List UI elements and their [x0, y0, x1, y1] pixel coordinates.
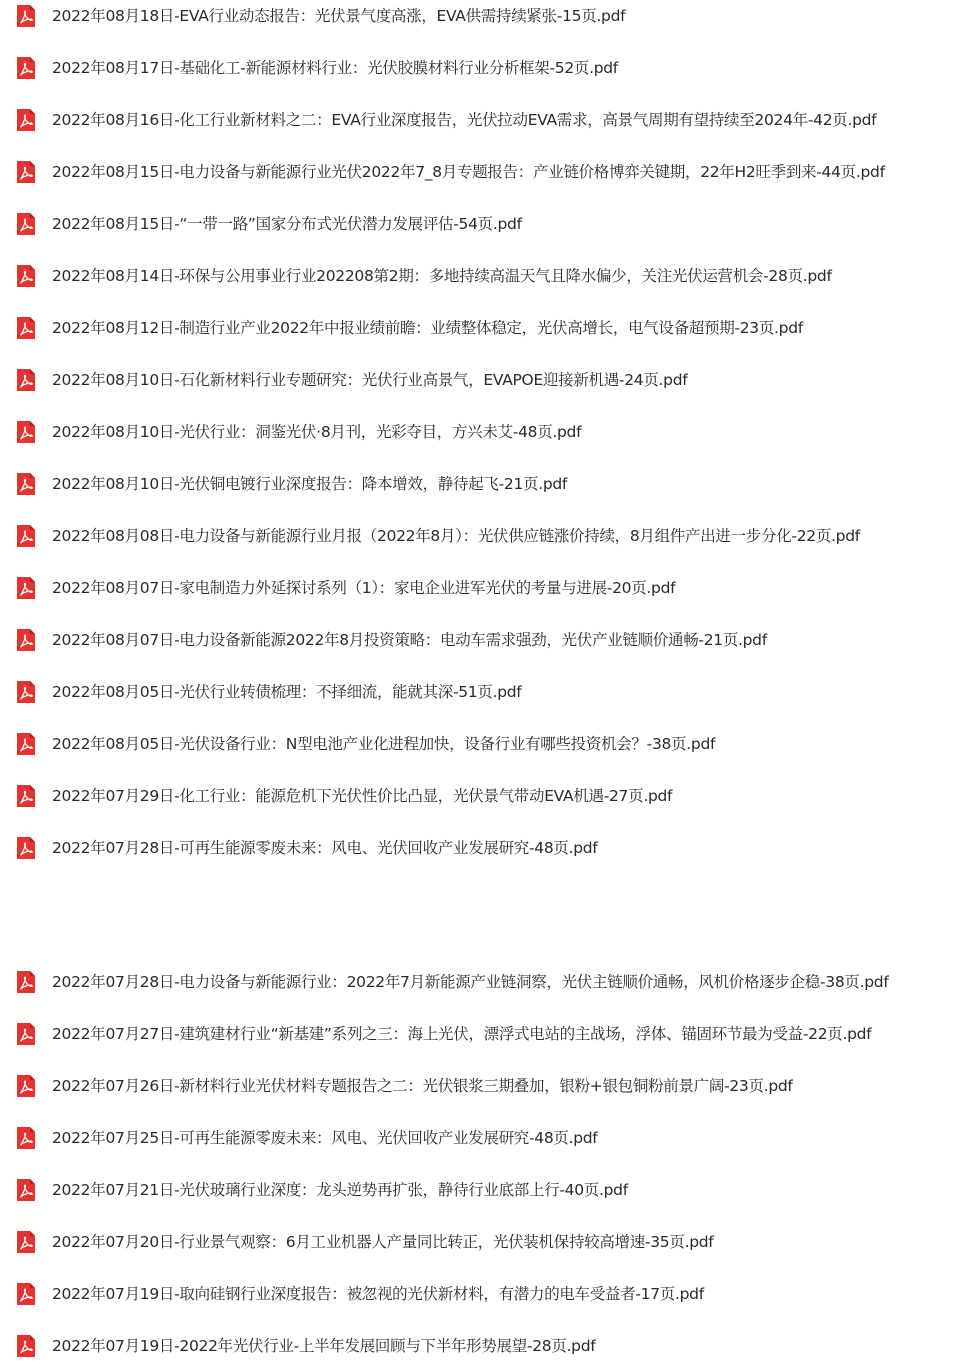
- pdf-icon: [14, 472, 38, 496]
- file-list-item[interactable]: [0, 1170, 975, 1210]
- file-list-item[interactable]: [0, 1118, 975, 1158]
- file-list-item[interactable]: [0, 360, 975, 400]
- file-name: 2022年08月10日-光伏行业：洞鉴光伏·8月刊，光彩夺目，方兴未艾-48页.pdf: [52, 423, 582, 441]
- file-list-item[interactable]: [0, 204, 975, 244]
- file-list-item[interactable]: [0, 828, 975, 868]
- file-name: 2022年07月19日-2022年光伏行业-上半年发展回顾与下半年形势展望-28页.pdf: [52, 1337, 596, 1355]
- pdf-icon: [14, 420, 38, 444]
- pdf-icon: [14, 264, 38, 288]
- pdf-icon: [14, 1074, 38, 1098]
- file-name: 2022年07月27日-建筑建材行业“新基建”系列之三：海上光伏，漂浮式电站的主战场，浮体、锚固环节最为受益-22页.pdf: [52, 1025, 872, 1043]
- file-list-item[interactable]: [0, 672, 975, 712]
- pdf-icon: [14, 4, 38, 28]
- pdf-icon: [14, 680, 38, 704]
- file-list-item[interactable]: [0, 1014, 975, 1054]
- file-name: 2022年07月19日-取向硅钢行业深度报告：被忽视的光伏新材料，有潜力的电车受益者-17页.pdf: [52, 1285, 704, 1303]
- file-list-item[interactable]: [0, 1066, 975, 1106]
- file-list-item[interactable]: [0, 256, 975, 296]
- pdf-icon: [14, 732, 38, 756]
- file-name: 2022年07月28日-可再生能源零废未来：风电、光伏回收产业发展研究-48页.pdf: [52, 839, 598, 857]
- file-name: 2022年07月28日-电力设备与新能源行业：2022年7月新能源产业链洞察，光伏主链顺价通畅，风机价格逐步企稳-38页.pdf: [52, 973, 889, 991]
- file-name: 2022年07月20日-行业景气观察：6月工业机器人产量同比转正，光伏装机保持较高增速-35页.pdf: [52, 1233, 714, 1251]
- file-list-item[interactable]: [0, 1222, 975, 1262]
- file-name: 2022年08月10日-石化新材料行业专题研究：光伏行业高景气，EVAPOE迎接新机遇-24页.pdf: [52, 371, 688, 389]
- file-name: 2022年08月15日-电力设备与新能源行业光伏2022年7_8月专题报告：产业链价格博弈关键期，22年H2旺季到来-44页.pdf: [52, 163, 885, 181]
- file-name: 2022年07月29日-化工行业：能源危机下光伏性价比凸显，光伏景气带动EVA机遇-27页.pdf: [52, 787, 673, 805]
- file-list-item[interactable]: [0, 48, 975, 88]
- file-list-item[interactable]: [0, 308, 975, 348]
- file-list-item[interactable]: [0, 568, 975, 608]
- pdf-icon: [14, 1334, 38, 1358]
- pdf-icon: [14, 108, 38, 132]
- pdf-icon: [14, 836, 38, 860]
- pdf-icon: [14, 524, 38, 548]
- file-name: 2022年08月07日-家电制造力外延探讨系列（1）：家电企业进军光伏的考量与进展-20页.pdf: [52, 579, 676, 597]
- pdf-icon: [14, 316, 38, 340]
- file-name: 2022年08月18日-EVA行业动态报告：光伏景气度高涨，EVA供需持续紧张-15页.pdf: [52, 7, 626, 25]
- file-list-item[interactable]: [0, 1274, 975, 1314]
- file-name: 2022年08月10日-光伏铜电镀行业深度报告：降本增效，静待起飞-21页.pdf: [52, 475, 568, 493]
- file-list-item[interactable]: [0, 1326, 975, 1366]
- file-list-item[interactable]: [0, 620, 975, 660]
- file-list-item[interactable]: [0, 724, 975, 764]
- pdf-icon: [14, 784, 38, 808]
- pdf-icon: [14, 1230, 38, 1254]
- file-name: 2022年07月21日-光伏玻璃行业深度：龙头逆势再扩张，静待行业底部上行-40页.pdf: [52, 1181, 628, 1199]
- file-list-item[interactable]: [0, 152, 975, 192]
- file-list-item[interactable]: [0, 464, 975, 504]
- pdf-icon: [14, 1178, 38, 1202]
- file-name: 2022年07月26日-新材料行业光伏材料专题报告之二：光伏银浆三期叠加，银粉+银包铜粉前景广阔-23页.pdf: [52, 1077, 793, 1095]
- pdf-icon: [14, 970, 38, 994]
- file-list-item[interactable]: [0, 962, 975, 1002]
- pdf-icon: [14, 1022, 38, 1046]
- file-name: 2022年08月05日-光伏设备行业：N型电池产业化进程加快，设备行业有哪些投资机会？-38页.pdf: [52, 735, 716, 753]
- file-name: 2022年08月14日-环保与公用事业行业202208第2期：多地持续高温天气且降水偏少，关注光伏运营机会-28页.pdf: [52, 267, 832, 285]
- pdf-icon: [14, 1282, 38, 1306]
- pdf-icon: [14, 56, 38, 80]
- file-name: 2022年08月07日-电力设备新能源2022年8月投资策略：电动车需求强劲，光伏产业链顺价通畅-21页.pdf: [52, 631, 767, 649]
- file-name: 2022年07月25日-可再生能源零废未来：风电、光伏回收产业发展研究-48页.pdf: [52, 1129, 598, 1147]
- file-list-item[interactable]: [0, 0, 975, 36]
- file-name: 2022年08月08日-电力设备与新能源行业月报（2022年8月）：光伏供应链涨价持续，8月组件产出进一步分化-22页.pdf: [52, 527, 860, 545]
- pdf-icon: [14, 212, 38, 236]
- file-name: 2022年08月17日-基础化工-新能源材料行业：光伏胶膜材料行业分析框架-52页.pdf: [52, 59, 618, 77]
- pdf-icon: [14, 628, 38, 652]
- file-list-item[interactable]: [0, 412, 975, 452]
- pdf-icon: [14, 576, 38, 600]
- pdf-icon: [14, 160, 38, 184]
- file-name: 2022年08月15日-“一带一路”国家分布式光伏潜力发展评估-54页.pdf: [52, 215, 522, 233]
- file-name: 2022年08月16日-化工行业新材料之二：EVA行业深度报告，光伏拉动EVA需求，高景气周期有望持续至2024年-42页.pdf: [52, 111, 877, 129]
- pdf-icon: [14, 1126, 38, 1150]
- file-name: 2022年08月12日-制造行业产业2022年中报业绩前瞻：业绩整体稳定，光伏高增长，电气设备超预期-23页.pdf: [52, 319, 803, 337]
- file-list-item[interactable]: [0, 100, 975, 140]
- file-list-item[interactable]: [0, 516, 975, 556]
- file-name: 2022年08月05日-光伏行业转债梳理：不择细流，能就其深-51页.pdf: [52, 683, 522, 701]
- file-list-item[interactable]: [0, 776, 975, 816]
- pdf-icon: [14, 368, 38, 392]
